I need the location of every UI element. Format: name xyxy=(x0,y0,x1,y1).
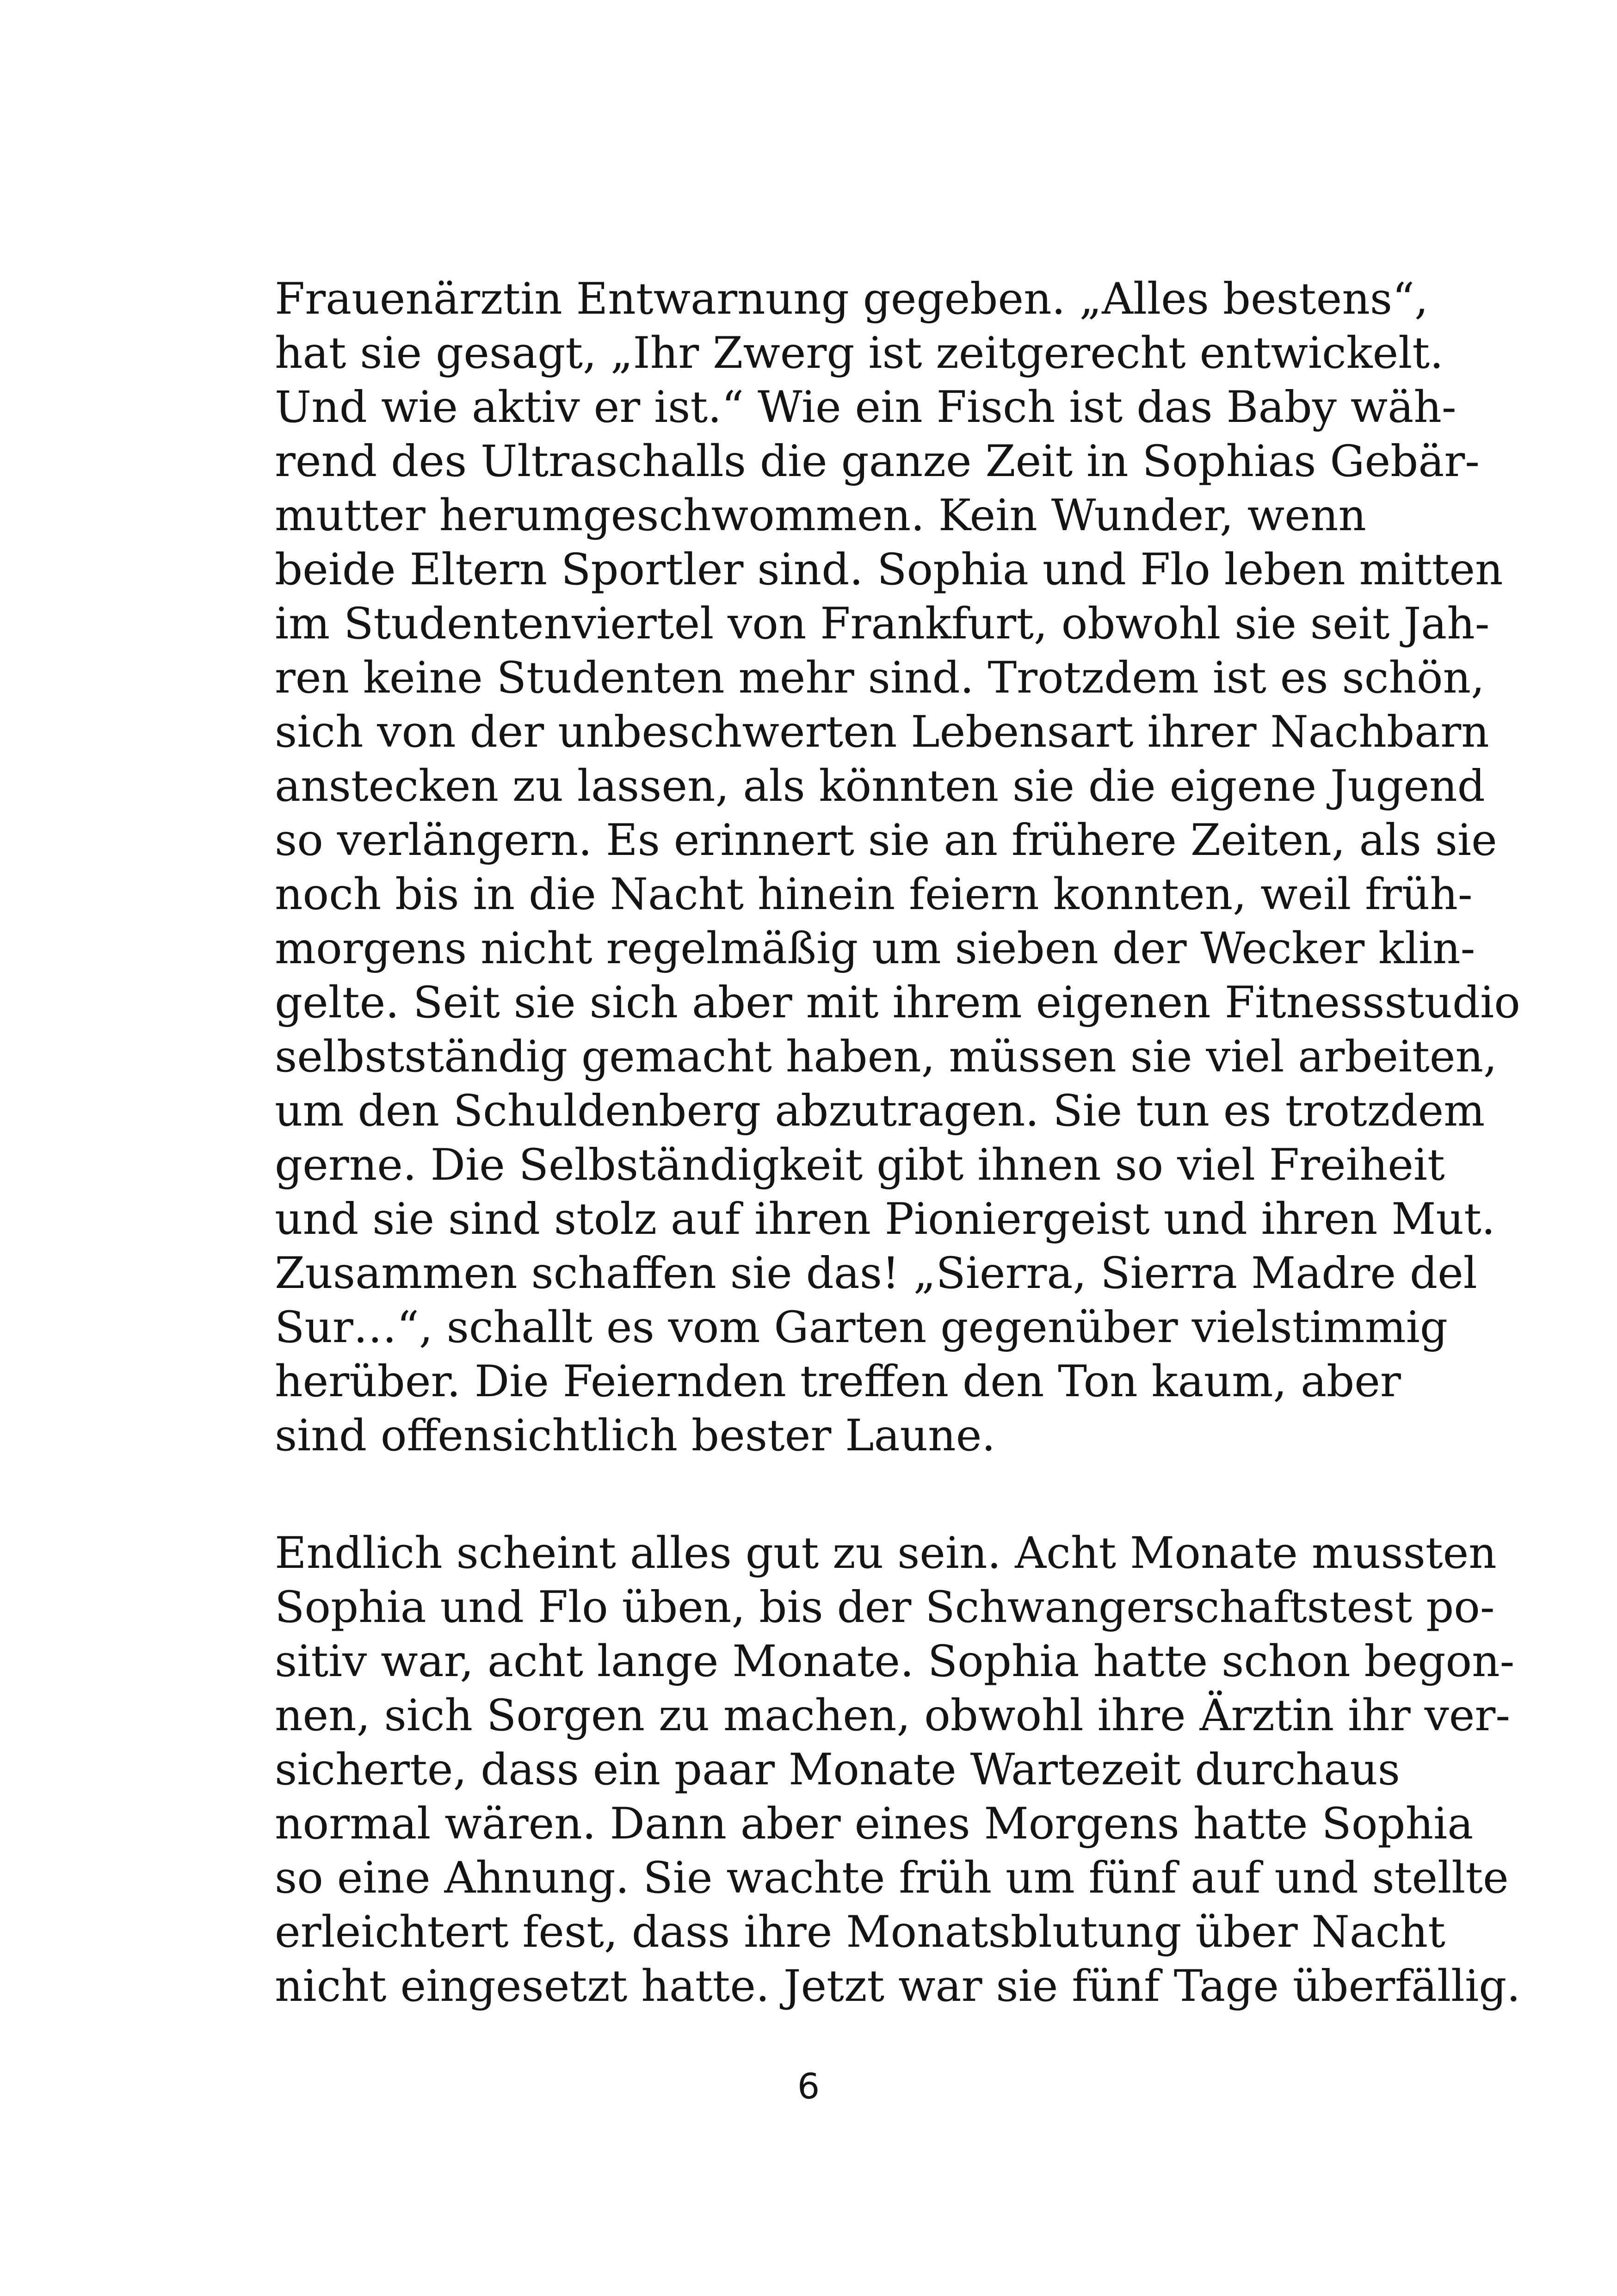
page-number: 6 xyxy=(797,2066,820,2107)
text-line: so verlängern. Es erinnert sie an frühere Zeiten, als sie xyxy=(275,815,1497,866)
text-line: Frauenärztin Entwarnung gegeben. „Alles bestens“, xyxy=(275,274,1429,324)
text-line: nen, sich Sorgen zu machen, obwohl ihre Ärztin ihr ver- xyxy=(275,1690,1511,1741)
text-line: Sophia und Flo üben, bis der Schwangerschaftstest po- xyxy=(275,1582,1495,1633)
text-line: sitiv war, acht lange Monate. Sophia hatte schon begon- xyxy=(275,1636,1515,1687)
text-line: mutter herumgeschwommen. Kein Wunder, wenn xyxy=(275,490,1366,541)
text-line: sicherte, dass ein paar Monate Wartezeit durchaus xyxy=(275,1745,1401,1795)
text-line: selbstständig gemacht haben, müssen sie viel arbeiten, xyxy=(275,1032,1497,1082)
text-line: nicht eingesetzt hatte. Jetzt war sie fünf Tage überfällig. xyxy=(275,1961,1521,2011)
text-line: gelte. Seit sie sich aber mit ihrem eigenen Fitnessstudio xyxy=(275,978,1520,1028)
text-line: ren keine Studenten mehr sind. Trotzdem ist es schön, xyxy=(275,653,1485,703)
text-line: herüber. Die Feiernden treffen den Ton kaum, aber xyxy=(275,1356,1401,1407)
text-line: um den Schuldenberg abzutragen. Sie tun es trotzdem xyxy=(275,1086,1485,1136)
text-line: Endlich scheint alles gut zu sein. Acht Monate mussten xyxy=(275,1528,1497,1578)
text-line: hat sie gesagt, „Ihr Zwerg ist zeitgerecht entwickelt. xyxy=(275,328,1444,378)
text-line: sich von der unbeschwerten Lebensart ihrer Nachbarn xyxy=(275,707,1489,757)
text-line: Zusammen schaffen sie das! „Sierra, Sierra Madre del xyxy=(275,1248,1477,1299)
text-line: erleichtert fest, dass ihre Monatsblutung über Nacht xyxy=(275,1907,1445,1957)
text-line: sind offensichtlich bester Laune. xyxy=(275,1411,996,1461)
text-line: Sur…“, schallt es vom Garten gegenüber vielstimmig xyxy=(275,1302,1448,1353)
text-line: und sie sind stolz auf ihren Pioniergeist und ihren Mut. xyxy=(275,1194,1495,1244)
text-line: beide Eltern Sportler sind. Sophia und Flo leben mitten xyxy=(275,545,1503,595)
text-line: so eine Ahnung. Sie wachte früh um fünf auf und stellte xyxy=(275,1853,1509,1903)
paragraph-2 xyxy=(275,1526,1521,2013)
text-line: anstecken zu lassen, als könnten sie die eigene Jugend xyxy=(275,761,1485,811)
text-line: morgens nicht regelmäßig um sieben der Wecker klin- xyxy=(275,923,1475,974)
text-line: normal wären. Dann aber eines Morgens hatte Sophia xyxy=(275,1799,1474,1849)
text-line: gerne. Die Selbständigkeit gibt ihnen so viel Freiheit xyxy=(275,1140,1445,1190)
text-line: Und wie aktiv er ist.“ Wie ein Fisch ist das Baby wäh- xyxy=(275,382,1457,433)
text-line: noch bis in die Nacht hinein feiern konnten, weil früh- xyxy=(275,869,1473,920)
text-line: im Studentenviertel von Frankfurt, obwohl sie seit Jah- xyxy=(275,599,1490,649)
text-line: rend des Ultraschalls die ganze Zeit in Sophias Gebär- xyxy=(275,436,1480,487)
paragraph-1 xyxy=(275,272,1520,1463)
